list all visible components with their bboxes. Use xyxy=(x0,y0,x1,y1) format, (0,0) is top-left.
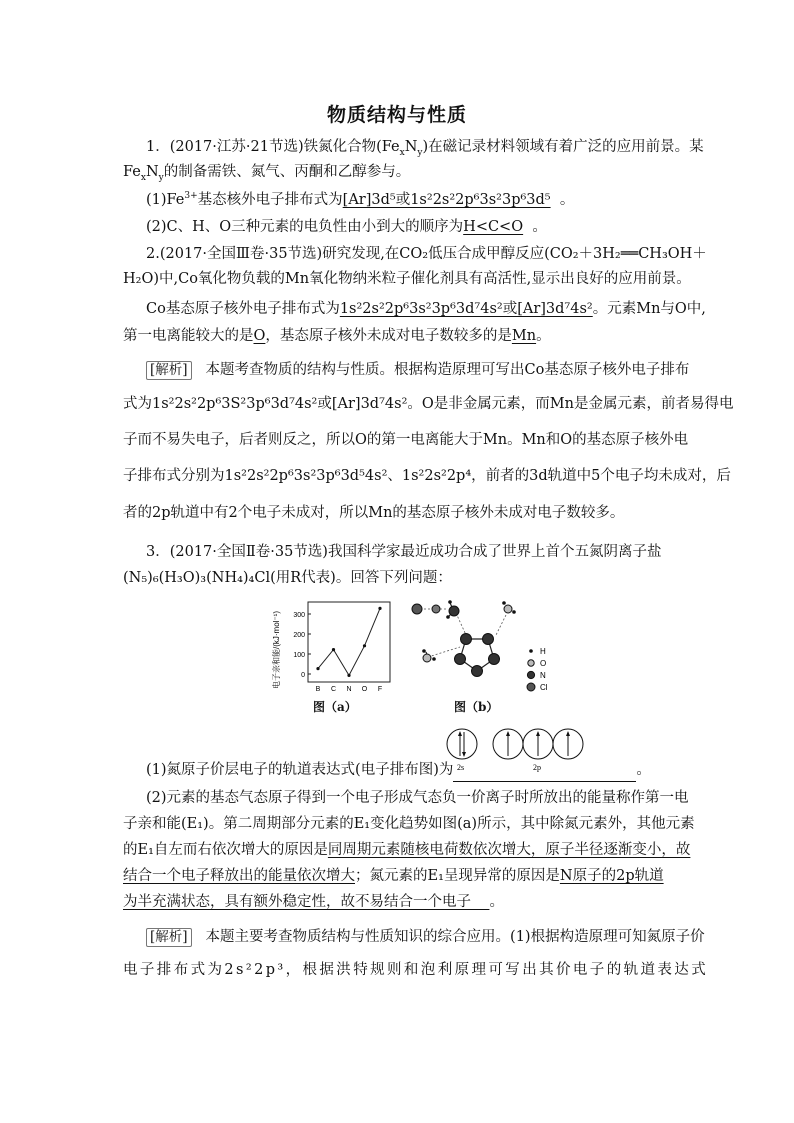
orbital-diagram xyxy=(440,727,590,775)
h-atom xyxy=(432,657,436,661)
q3-answer2-cont: 为半充满状态，具有额外稳定性，故不易结合一个电子 xyxy=(123,894,471,910)
cl-atom xyxy=(412,604,422,614)
y-tick-label: 300 xyxy=(293,612,305,619)
data-point xyxy=(332,648,335,651)
q1-answer1: [Ar]3d⁵或1s²2s²2p⁶3s²3p⁶3d⁵ xyxy=(342,192,551,208)
q3-analysis1: [解析] 本题主要考查物质结构与性质知识的综合应用。(1)根据构造原理可知氮原子价 xyxy=(146,925,702,949)
q1-sub1: $(1)Fe^{3+}$基态核外电子排布式为[Ar]3d⁵或1s²2s²2p⁶3s²3p⁶3d⁵ 。 xyxy=(146,191,575,208)
x-tick-label: F xyxy=(377,686,383,693)
analysis-tag: [解析] xyxy=(146,361,192,380)
q3-answer2: N原子的2p轨道 xyxy=(559,868,664,884)
legend-cl-dot xyxy=(527,683,535,691)
n-ring-atom xyxy=(489,654,500,665)
x-tick-label: O xyxy=(361,686,368,693)
legend-o: O xyxy=(540,659,547,668)
q1-answer2: H<C<O xyxy=(463,219,524,235)
q2-analysis4: 子排布式分别为1s²2s²2p⁶3s²3p⁶3d⁵4s²、1s²2s²2p⁴，前者的3d轨道中5个电子均未成对，后 xyxy=(123,468,731,484)
q3-line2: (N₅)₆(H₃O)₃(NH₄)₄Cl(用R代表)。回答下列问题： xyxy=(123,570,452,586)
electron-affinity-chart xyxy=(268,598,396,698)
n-ring-atom xyxy=(483,634,494,645)
q2-answer3: Mn xyxy=(511,328,537,344)
page-title: 物质结构与性质 xyxy=(326,104,467,126)
q2-analysis1: [解析] 本题考查物质的结构与性质。根据构造原理可写出Co基态原子核外电子排布 xyxy=(146,358,702,382)
q2-answer2: O xyxy=(253,328,266,344)
q2-analysis2: 式为1s²2s²2p⁶3S²3p⁶3d⁷4s²或[Ar]3d⁷4s²。O是非金属元素，而Mn是金属元素，前者易得电 xyxy=(123,396,734,412)
h-atom xyxy=(502,601,506,605)
q2-line3: Co基态原子核外电子排布式为1s²2s²2p⁶3s²3p⁶3d⁷4s²或[Ar]3d⁷4s²。元素Mn与O中, xyxy=(146,301,706,317)
molecule-diagram xyxy=(408,597,558,697)
n-atom xyxy=(449,606,459,616)
q1-sub2: (2)C、H、O三种元素的电负性由小到大的顺序为H<C<O 。 xyxy=(146,219,547,235)
legend-n: N xyxy=(540,671,546,680)
label-2s: 2s xyxy=(457,763,465,772)
h-atom xyxy=(512,610,516,614)
q3-sub2-l5: 为半充满状态，具有额外稳定性，故不易结合一个电子 。 xyxy=(123,894,504,910)
q2-line2: H₂O)中,Co氧化物负载的Mn氧化物纳米粒子催化剂具有高活性,显示出良好的应用前景。 xyxy=(123,271,691,287)
data-point xyxy=(363,644,366,647)
h-atom xyxy=(446,615,450,619)
fig-b-caption: 图（b） xyxy=(454,700,499,714)
analysis-tag: [解析] xyxy=(146,928,192,947)
legend-h: H xyxy=(540,647,546,656)
q2-answer1: 1s²2s²2p⁶3s²3p⁶3d⁷4s²或[Ar]3d⁷4s² xyxy=(339,301,593,317)
q3-line1: 3．(2017·全国Ⅱ卷·35节选)我国科学家最近成功合成了世界上首个五氮阴离子盐 xyxy=(146,544,662,560)
orbital-2s xyxy=(447,729,477,759)
data-point xyxy=(316,667,319,670)
q3-analysis2: 电子排布式为2s²2p³，根据洪特规则和泡利原理可写出其价电子的轨道表达式 xyxy=(123,962,709,978)
x-tick-label: C xyxy=(330,686,337,693)
legend-o-dot xyxy=(528,660,534,666)
n-atom xyxy=(432,605,440,613)
q3-sub1: (1)氮原子价层电子的轨道表达式(电子排布图)为 。 xyxy=(146,758,702,782)
y-tick-label: 0 xyxy=(301,672,305,679)
q2-analysis5: 者的2p轨道中有2个电子未成对，所以Mn的基态原子核外未成对电子数较多。 xyxy=(123,505,625,521)
o-atom xyxy=(423,654,431,662)
n-ring-atom xyxy=(461,634,472,645)
n-ring-atom xyxy=(455,654,466,665)
q1-line2: $Fe_xN_y$的制备需铁、氮气、丙酮和乙醇参与。 xyxy=(123,164,411,183)
o-atom xyxy=(504,605,512,613)
q3-answer1-cont: 结合一个电子释放出的能量依次增大 xyxy=(123,868,355,884)
q3-sub2-l3: 的E₁自左而右依次增大的原因是同周期元素随核电荷数依次增大，原子半径逐渐变小，故 xyxy=(123,842,691,858)
data-point xyxy=(347,674,350,677)
q3-sub2-l1: (2)元素的基态气态原子得到一个电子形成气态负一价离子时所放出的能量称作第一电 xyxy=(146,790,689,806)
legend-h-dot xyxy=(529,649,533,653)
h-atom xyxy=(448,600,452,604)
q3-sub2-l2: 子亲和能(E₁)。第二周期部分元素的E₁变化趋势如图(a)所示，其中除氮元素外，其他元素 xyxy=(123,816,695,832)
x-tick-label: N xyxy=(346,686,352,693)
legend-cl: Cl xyxy=(540,683,548,692)
fig-a-caption: 图（a） xyxy=(313,700,357,714)
x-tick-label: B xyxy=(315,686,321,693)
legend-n-dot xyxy=(527,671,534,678)
q2-line1: 2.(2017·全国Ⅲ卷·35节选)研究发现,在CO₂低压合成甲醇反应(CO₂＋3H₂══CH₃OH＋ xyxy=(146,246,707,262)
h-atom xyxy=(422,649,426,653)
label-2p: 2p xyxy=(533,763,541,772)
chart-ylabel: 电子亲和能/(kJ·mol⁻¹) xyxy=(272,611,281,689)
q3-sub2-l4: 结合一个电子释放出的能量依次增大；氮元素的E₁呈现异常的原因是N原子的2p轨道 xyxy=(123,868,664,884)
q2-line4: 第一电离能较大的是O，基态原子核外未成对电子数较多的是Mn。 xyxy=(123,328,551,344)
y-tick-label: 200 xyxy=(293,632,305,639)
series-line xyxy=(318,608,380,675)
q1-line1: 1．(2017·江苏·21节选)铁氮化合物$(Fe_xN_y)$在磁记录材料领域有着广泛的应用前景。某 xyxy=(146,139,704,158)
y-tick-label: 100 xyxy=(293,652,305,659)
data-point xyxy=(378,607,381,610)
q2-analysis3: 子而不易失电子，后者则反之，所以O的第一电离能大于Mn。Mn和O的基态原子核外电 xyxy=(123,432,689,448)
n-ring-atom xyxy=(472,666,483,677)
q3-answer1: 同周期元素随核电荷数依次增大，原子半径逐渐变小，故 xyxy=(327,842,691,858)
